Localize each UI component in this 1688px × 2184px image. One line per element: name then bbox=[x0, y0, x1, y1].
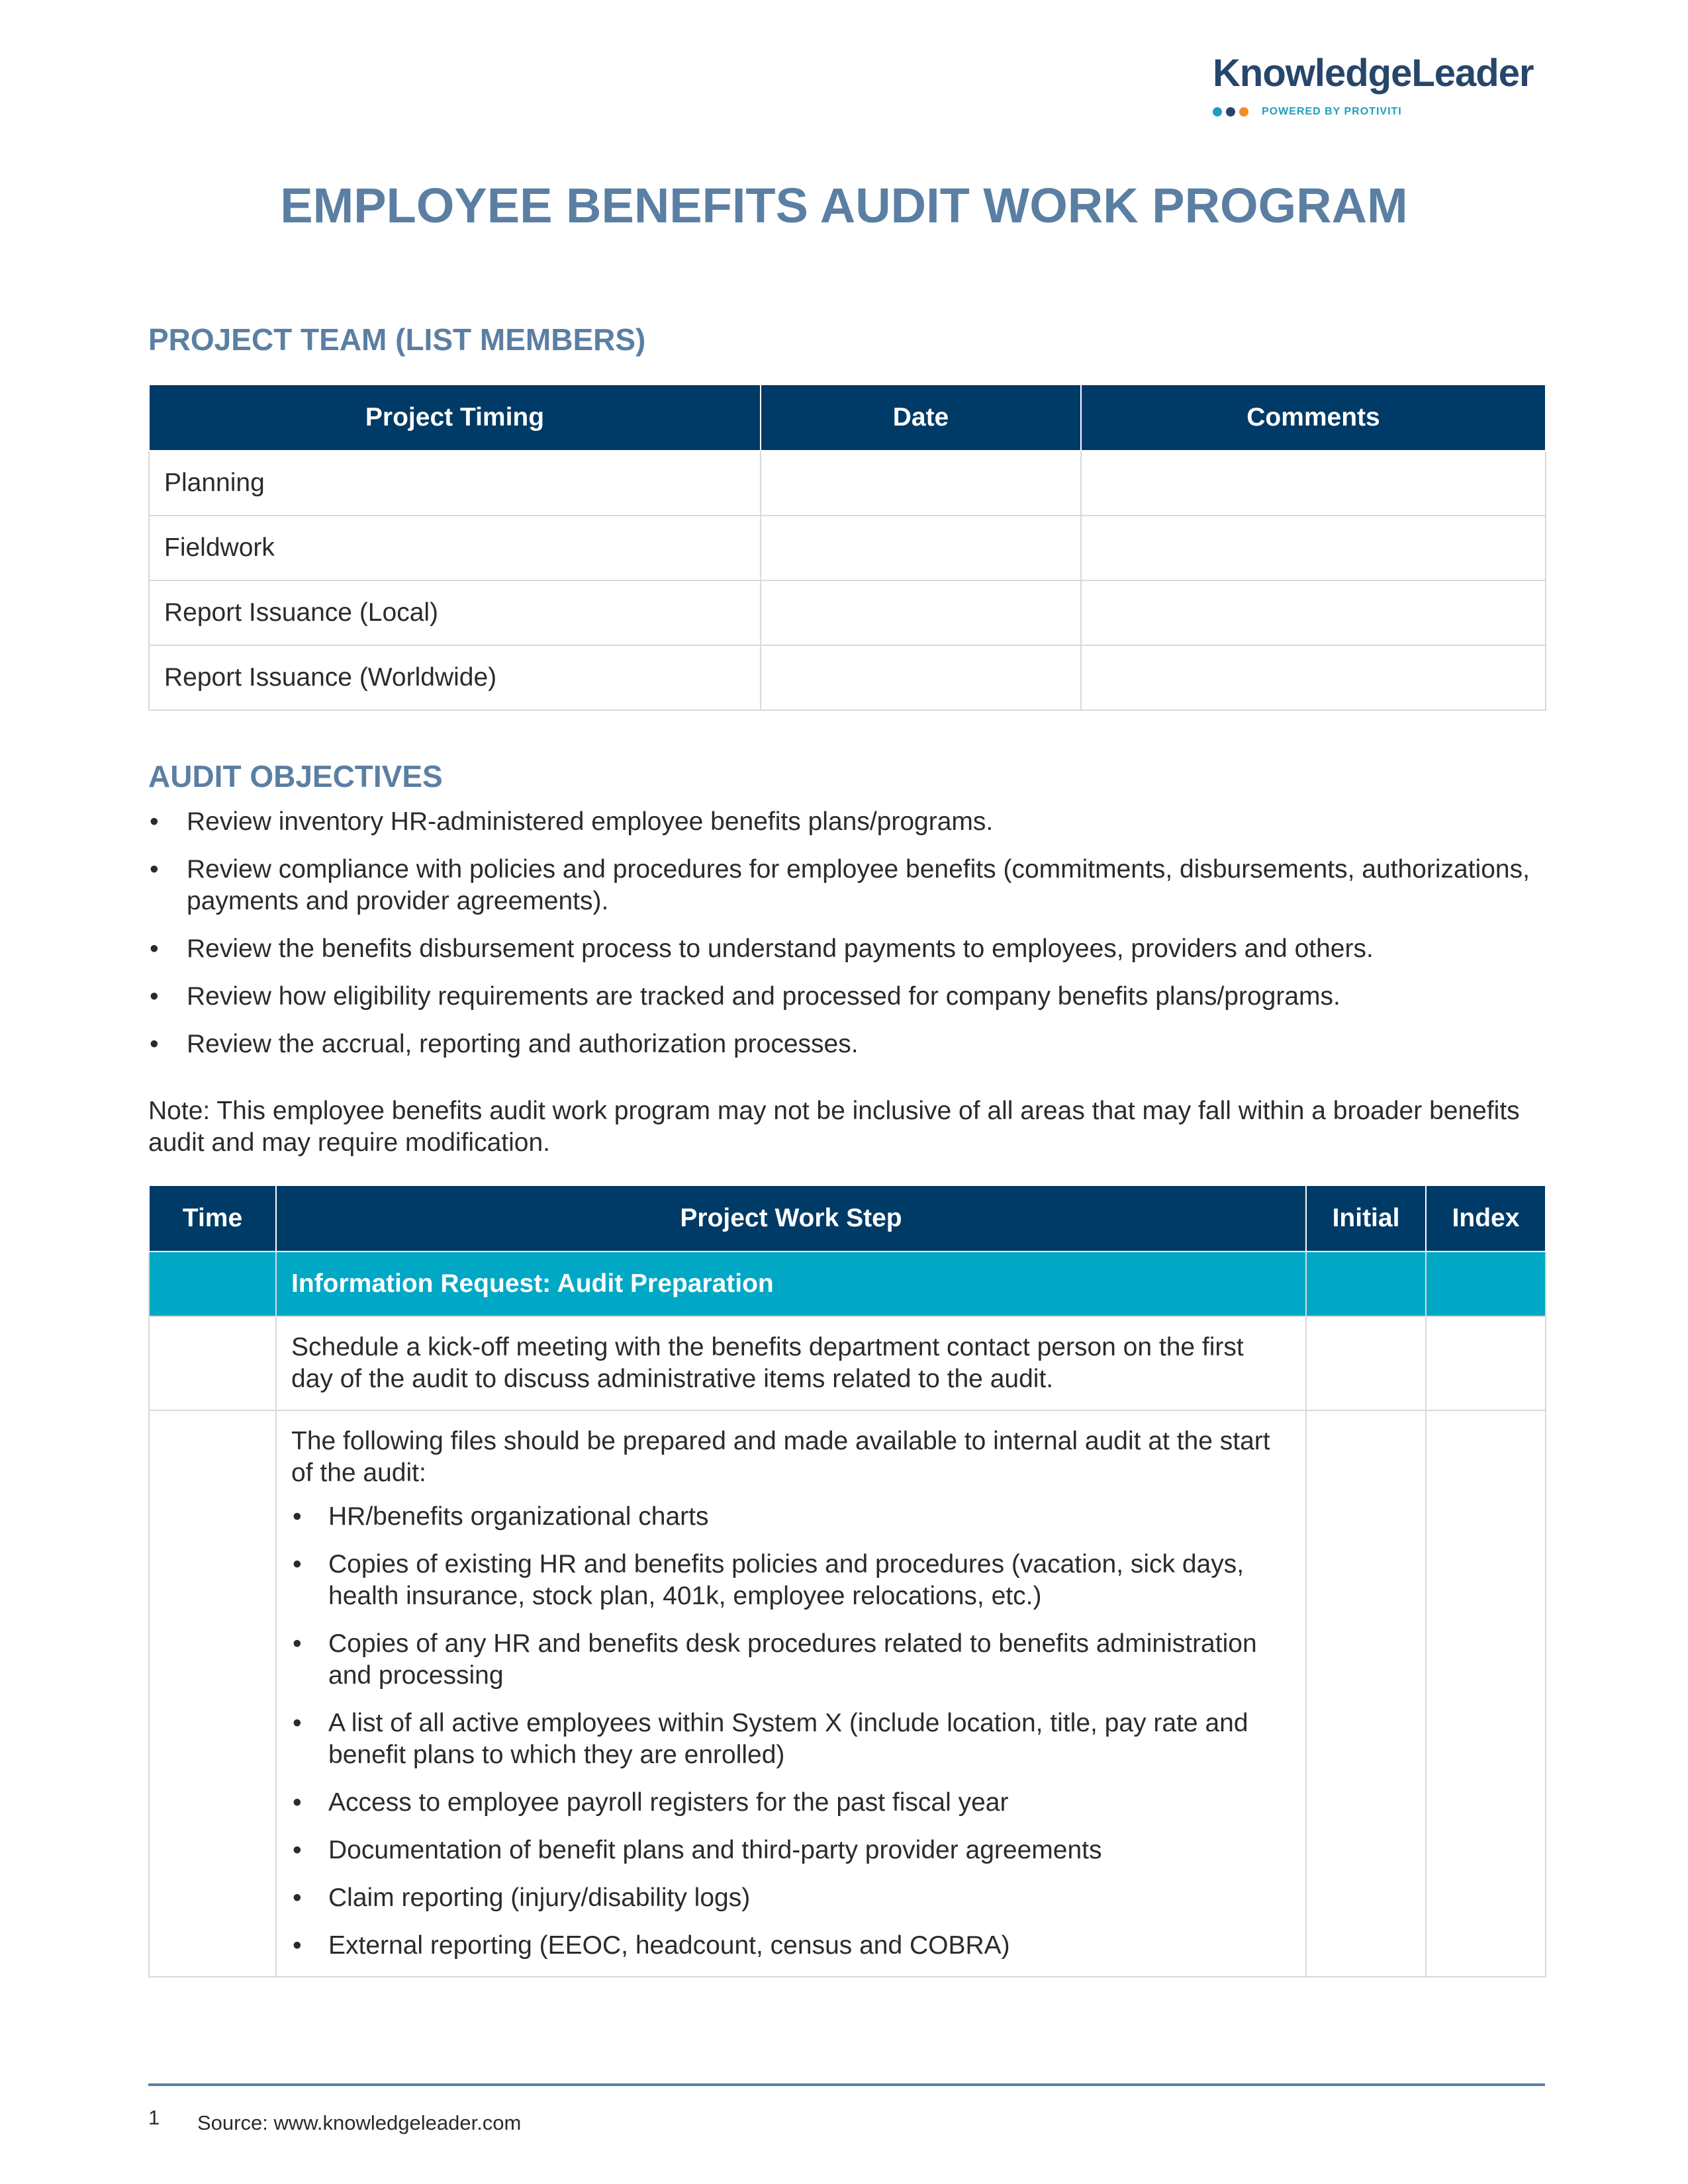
table-row bbox=[149, 645, 1546, 710]
required-files-list bbox=[291, 1501, 1291, 1962]
list-item: • Review the accrual, reporting and authorization processes. bbox=[148, 1028, 1545, 1060]
time-cell bbox=[149, 1251, 276, 1316]
comments-cell bbox=[1081, 516, 1546, 580]
list-item: • Access to employee payroll registers for the past fiscal year bbox=[291, 1787, 1291, 1819]
index-cell bbox=[1426, 1410, 1546, 1977]
table-row bbox=[149, 1316, 1546, 1410]
comments-cell bbox=[1081, 451, 1546, 516]
date-cell bbox=[761, 645, 1081, 710]
section-title: Information Request: Audit Preparation bbox=[276, 1251, 1306, 1316]
timing-cell: Report Issuance (Local) bbox=[149, 580, 761, 645]
work-step-cell: Schedule a kick-off meeting with the benefits department contact person on the first day of the audit to discuss administrative items related to the audit. bbox=[276, 1316, 1306, 1410]
audit-objectives-list bbox=[148, 806, 1545, 1076]
date-cell bbox=[761, 580, 1081, 645]
table-header-row bbox=[149, 1185, 1546, 1251]
column-header-work-step: Project Work Step bbox=[276, 1185, 1306, 1251]
list-item: • Review how eligibility requirements are tracked and processed for company benefits plans/programs. bbox=[148, 981, 1545, 1013]
list-item: • A list of all active employees within System X (include location, title, pay rate and benefit plans to which they are enrolled) bbox=[291, 1707, 1291, 1771]
comments-cell bbox=[1081, 580, 1546, 645]
table-row bbox=[149, 516, 1546, 580]
table-row bbox=[149, 580, 1546, 645]
list-item: • Documentation of benefit plans and third-party provider agreements bbox=[291, 1835, 1291, 1866]
source-line: Source: www.knowledgeleader.com bbox=[197, 2111, 522, 2134]
list-item: • HR/benefits organizational charts bbox=[291, 1501, 1291, 1533]
logo-dot-icon bbox=[1226, 107, 1235, 116]
logo-wordmark: KnowledgeLeader bbox=[1213, 52, 1534, 95]
document-title: EMPLOYEE BENEFITS AUDIT WORK PROGRAM bbox=[280, 178, 1408, 233]
date-cell bbox=[761, 516, 1081, 580]
logo-tagline: POWERED BY PROTIVITI bbox=[1262, 106, 1402, 117]
work-step-cell bbox=[276, 1410, 1306, 1977]
logo-tagline-row bbox=[1213, 106, 1402, 118]
list-item: • Copies of any HR and benefits desk procedures related to benefits administration and processing bbox=[291, 1628, 1291, 1692]
index-cell bbox=[1426, 1251, 1546, 1316]
knowledgeleader-logo bbox=[1213, 52, 1534, 127]
timing-cell: Report Issuance (Worldwide) bbox=[149, 645, 761, 710]
column-header-comments: Comments bbox=[1081, 385, 1546, 451]
date-cell bbox=[761, 451, 1081, 516]
list-item: • Review the benefits disbursement process to understand payments to employees, providers and others. bbox=[148, 933, 1545, 965]
project-timing-table bbox=[148, 384, 1546, 711]
work-step-intro: The following files should be prepared and made available to internal audit at the start of the audit: bbox=[291, 1427, 1270, 1487]
initial-cell bbox=[1306, 1251, 1426, 1316]
column-header-initial: Initial bbox=[1306, 1185, 1426, 1251]
project-team-heading: PROJECT TEAM (LIST MEMBERS) bbox=[148, 322, 646, 357]
list-item: • External reporting (EEOC, headcount, census and COBRA) bbox=[291, 1930, 1291, 1962]
timing-cell: Planning bbox=[149, 451, 761, 516]
timing-cell: Fieldwork bbox=[149, 516, 761, 580]
initial-cell bbox=[1306, 1316, 1426, 1410]
footer-divider bbox=[148, 2083, 1545, 2086]
list-item: • Claim reporting (injury/disability logs) bbox=[291, 1882, 1291, 1914]
column-header-time: Time bbox=[149, 1185, 276, 1251]
list-item: • Review compliance with policies and procedures for employee benefits (commitments, disbursements, authorizations, payments and provider agreements). bbox=[148, 854, 1545, 917]
column-header-timing: Project Timing bbox=[149, 385, 761, 451]
index-cell bbox=[1426, 1316, 1546, 1410]
section-row bbox=[149, 1251, 1546, 1316]
time-cell bbox=[149, 1410, 276, 1977]
logo-dot-icon bbox=[1213, 107, 1222, 116]
work-program-table bbox=[148, 1185, 1546, 1978]
table-row bbox=[149, 1410, 1546, 1977]
page-number: 1 bbox=[148, 2106, 160, 2129]
column-header-date: Date bbox=[761, 385, 1081, 451]
column-header-index: Index bbox=[1426, 1185, 1546, 1251]
comments-cell bbox=[1081, 645, 1546, 710]
initial-cell bbox=[1306, 1410, 1426, 1977]
time-cell bbox=[149, 1316, 276, 1410]
scope-note: Note: This employee benefits audit work program may not be inclusive of all areas that may fall within a broader benefits audit and may require modification. bbox=[148, 1097, 1520, 1157]
logo-dot-icon bbox=[1239, 107, 1248, 116]
list-item: • Review inventory HR-administered employee benefits plans/programs. bbox=[148, 806, 1545, 838]
table-header-row bbox=[149, 385, 1546, 451]
audit-objectives-heading: AUDIT OBJECTIVES bbox=[148, 759, 443, 794]
table-row bbox=[149, 451, 1546, 516]
list-item: • Copies of existing HR and benefits policies and procedures (vacation, sick days, health insurance, stock plan, 401k, employee relocations, etc.) bbox=[291, 1549, 1291, 1612]
